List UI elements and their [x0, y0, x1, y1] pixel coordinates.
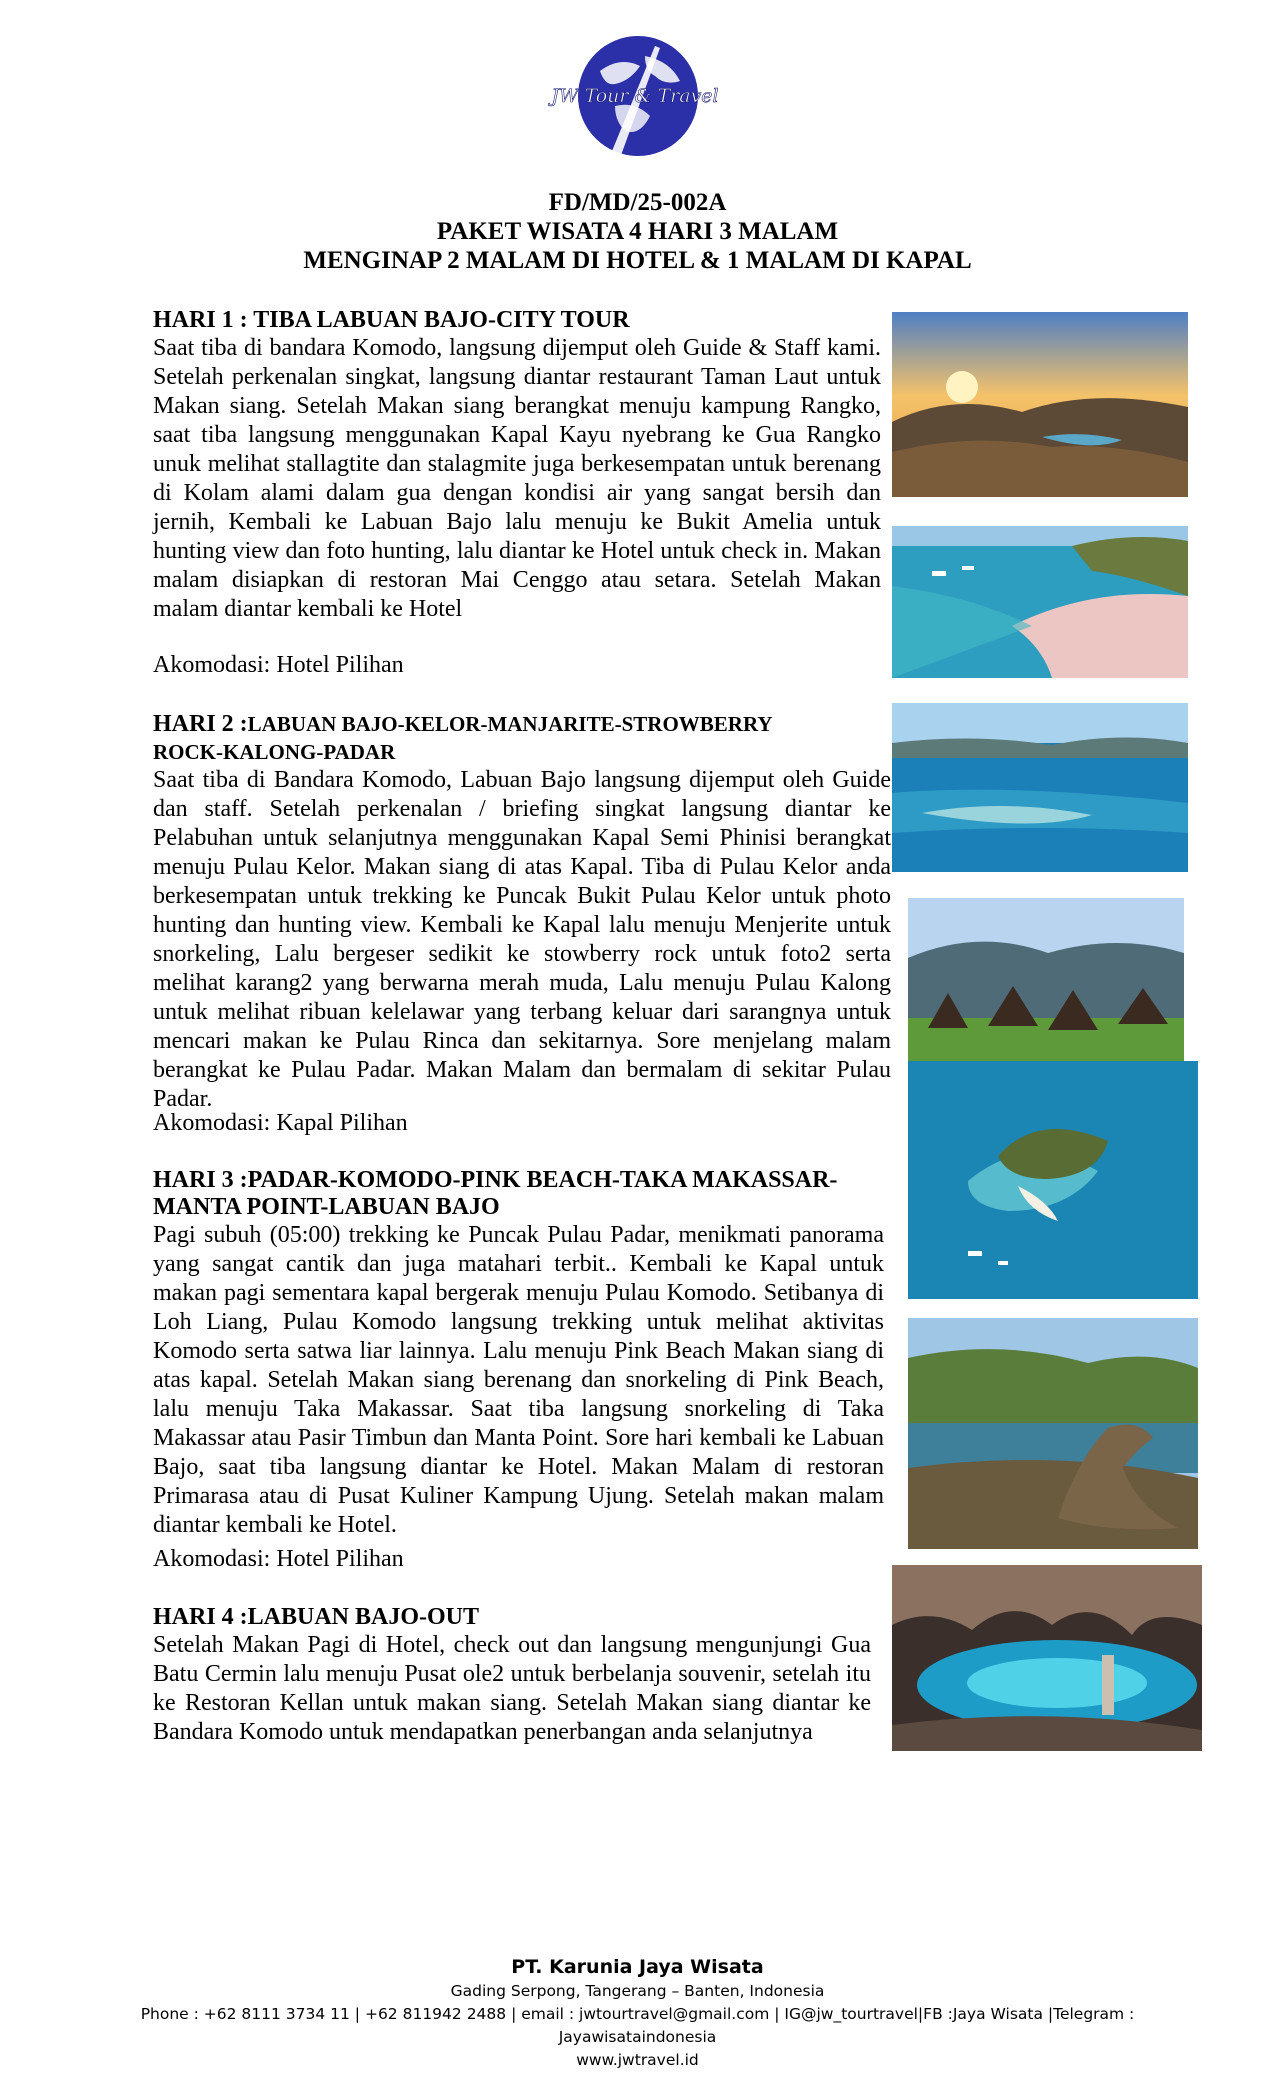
day-2-description: Saat tiba di Bandara Komodo, Labuan Bajo langsung dijemput oleh Guide dan staff. Setelah perkenalan / briefing singkat langsung diantar ke Pelabuhan untuk selanjutnya menggunakan Kapal Semi Phinisi berangkat menuju Pulau Kelor. Makan siang di atas Kapal. Tiba di Pulau Kelor anda berkesempatan untuk trekking ke Puncak Bukit Pulau Kelor untuk photo hunting dan hunting view. Kembali ke Kapal lalu menuju Menjerite untuk snorkeling, Lalu bergeser sedikit ke stowberry rock untuk foto2 serta melihat karang2 yang berwarna merah muda, Lalu menuju Pulau Kalong untuk melihat ribuan kelelawar yang terbang keluar dari sarangnya untuk mencari makan ke Pulau Rinca dan sekitarnya. Sore menjelang malam berangkat ke Pulau Padar. Makan Malam dan bermalam di sekitar Pulau Padar. [153, 767, 891, 1112]
day-2-title-route: LABUAN BAJO-KELOR-MANJARITE-STROWBERRY [247, 712, 773, 736]
footer [0, 1954, 1275, 2072]
day-3-description: Pagi subuh (05:00) trekking ke Puncak Pulau Padar, menikmati panorama yang sangat cantik dan juga matahari terbit.. Kembali ke Kapal untuk makan pagi sementara kapal bergerak menuju Pulau Komodo. Setibanya di Loh Liang, Pulau Komodo langsung trekking untuk melihat aktivitas Komodo serta satwa liar lainnya. Lalu menuju Pink Beach Makan siang di atas kapal. Setelah Makan siang berenang dan snorkeling di Pink Beach, lalu menuju Taka Makassar. Saat tiba langsung snorkeling di Taka Makassar atau Pasir Timbun dan Manta Point. Sore hari kembali ke Labuan Bajo, saat tiba langsung diantar ke Hotel. Makan Malam di restoran Primarasa atau di Pusat Kuliner Kampung Ujung. Setelah makan malam diantar kembali ke Hotel. [153, 1222, 884, 1538]
day-4-title: HARI 4 :LABUAN BAJO-OUT [153, 1604, 480, 1630]
footer-address: Gading Serpong, Tangerang – Banten, Indonesia [450, 1982, 825, 2000]
wae-rebo-village-photo-icon [908, 898, 1184, 1078]
day-3-accommodation: Akomodasi: Hotel Pilihan [153, 1546, 404, 1572]
day-2-title [153, 710, 773, 738]
komodo-dragon-photo-icon [908, 1318, 1198, 1549]
package-subtitle: MENGINAP 2 MALAM DI HOTEL & 1 MALAM DI KAPAL [303, 247, 972, 274]
day-2-title-label: HARI 2 : [153, 711, 248, 737]
day-1-title: HARI 1 : TIBA LABUAN BAJO-CITY TOUR [153, 307, 630, 333]
package-heading [0, 188, 1275, 275]
logo-text: JW Tour & Travel [551, 85, 719, 107]
day-2-title-route-cont: ROCK-KALONG-PADAR [153, 740, 396, 764]
sandbar-sea-photo-icon [892, 703, 1188, 872]
globe-logo-icon [551, 26, 719, 166]
day-3-title-cont: MANTA POINT-LABUAN BAJO [153, 1194, 500, 1220]
footer-company: PT. Karunia Jaya Wisata [511, 1956, 764, 1978]
day-3-title: HARI 3 :PADAR-KOMODO-PINK BEACH-TAKA MAKASSAR- [153, 1167, 838, 1193]
cave-pool-photo-icon [892, 1565, 1202, 1751]
day-2-accommodation: Akomodasi: Kapal Pilihan [153, 1110, 408, 1136]
day-1-description: Saat tiba di bandara Komodo, langsung dijemput oleh Guide & Staff kami. Setelah perkenalan singkat, langsung diantar restaurant Taman Laut untuk Makan siang. Setelah Makan siang berangkat menuju kampung Rangko, saat tiba langsung menggunakan Kapal Kayu nyebrang ke Gua Rangko unuk melihat stallagtite dan stalagmite juga berkesempatan untuk berenang di Kolam alami dalam gua dengan kondisi air yang sangat bersih dan jernih, Kembali ke Labuan Bajo lalu menuju ke Bukit Amelia untuk hunting view dan foto hunting, lalu diantar ke Hotel untuk check in. Makan malam disiapkan di restoran Mai Cenggo atau setara. Setelah Makan malam diantar kembali ke Hotel [153, 335, 881, 622]
package-code: FD/MD/25-002A [548, 189, 727, 216]
company-logo [551, 26, 719, 166]
pink-beach-photo-icon [892, 526, 1188, 678]
kelor-island-aerial-photo-icon [908, 1061, 1198, 1299]
day-4-description: Setelah Makan Pagi di Hotel, check out dan langsung mengunjungi Gua Batu Cermin lalu menuju Pusat ole2 untuk berbelanja souvenir, setelah itu ke Restoran Kellan untuk makan siang. Setelah Makan siang diantar ke Bandara Komodo untuk mendapatkan penerbangan anda selanjutnya [153, 1632, 871, 1745]
day-1-accommodation: Akomodasi: Hotel Pilihan [153, 652, 404, 678]
footer-website[interactable]: www.jwtravel.id [576, 2051, 699, 2069]
package-title: PAKET WISATA 4 HARI 3 MALAM [436, 218, 839, 245]
footer-contact-cont: Jayawisataindonesia [558, 2028, 717, 2046]
footer-contact: Phone : +62 8111 3734 11 | +62 811942 2488 | email : jwtourtravel@gmail.com | IG@jw_tourtravel|FB :Jaya Wisata |Telegram : [140, 2005, 1135, 2023]
padar-sunset-photo-icon [892, 312, 1188, 497]
